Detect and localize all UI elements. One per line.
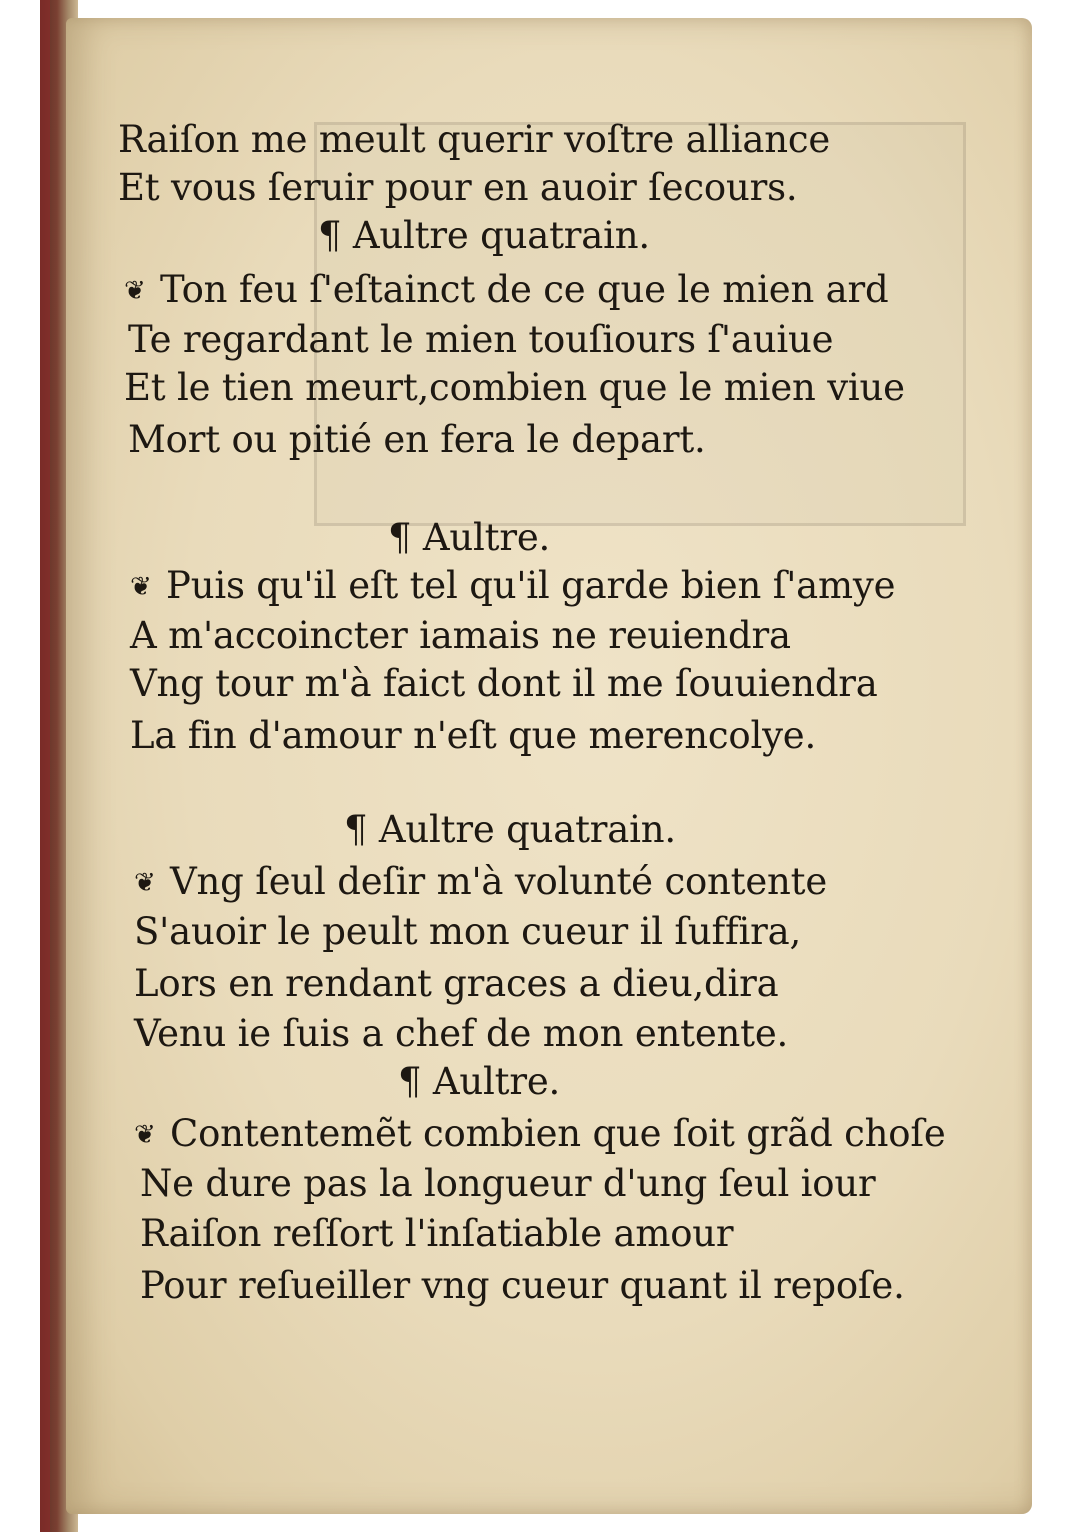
text-line: Ne dure pas la longueur d'ung ſeul iour — [140, 1162, 876, 1205]
text-line: ❦ Ton feu ſ'eſtainct de ce que le mien ard — [124, 268, 889, 311]
text-line: Et le tien meurt,combien que le mien viue — [124, 366, 905, 409]
text-line: Lors en rendant graces a dieu,dira — [134, 962, 779, 1005]
text-line: Mort ou pitié en fera le depart. — [128, 418, 706, 461]
text-line: A m'accoincter iamais ne reuiendra — [130, 614, 791, 657]
text-line: Vng tour m'à faict dont il me ſouuiendra — [130, 662, 878, 705]
text-line: ❦ Vng ſeul deſir m'à volunté contente — [134, 860, 828, 903]
section-heading: ¶ Aultre quatrain. — [344, 808, 676, 851]
fleuron-icon: ❦ — [134, 1120, 156, 1150]
book-binding-edge — [40, 0, 50, 1532]
section-heading: ¶ Aultre quatrain. — [318, 214, 650, 257]
text-line: ❦ Puis qu'il eſt tel qu'il garde bien ſ'amye — [130, 564, 896, 607]
text-line: Te regardant le mien touſiours ſ'auiue — [128, 318, 834, 361]
text-line: La fin d'amour n'eſt que merencolye. — [130, 714, 817, 757]
text-line: Raiſon me meult querir voſtre alliance — [118, 118, 831, 161]
fleuron-icon: ❦ — [130, 572, 152, 602]
text-line: Pour reſueiller vng cueur quant il repoſe. — [140, 1264, 905, 1307]
text-line: Venu ie ſuis a chef de mon entente. — [134, 1012, 789, 1055]
text-line: ❦ Contentemẽt combien que ſoit grãd choſe — [134, 1112, 946, 1155]
fleuron-icon: ❦ — [134, 868, 156, 898]
section-heading: ¶ Aultre. — [398, 1060, 561, 1103]
text-line: Raiſon reſſort l'inſatiable amour — [140, 1212, 734, 1255]
fleuron-icon: ❦ — [124, 276, 146, 306]
section-heading: ¶ Aultre. — [388, 516, 551, 559]
text-line: Et vous ſeruir pour en auoir ſecours. — [118, 166, 798, 209]
text-line: S'auoir le peult mon cueur il ſuffira, — [134, 910, 802, 953]
